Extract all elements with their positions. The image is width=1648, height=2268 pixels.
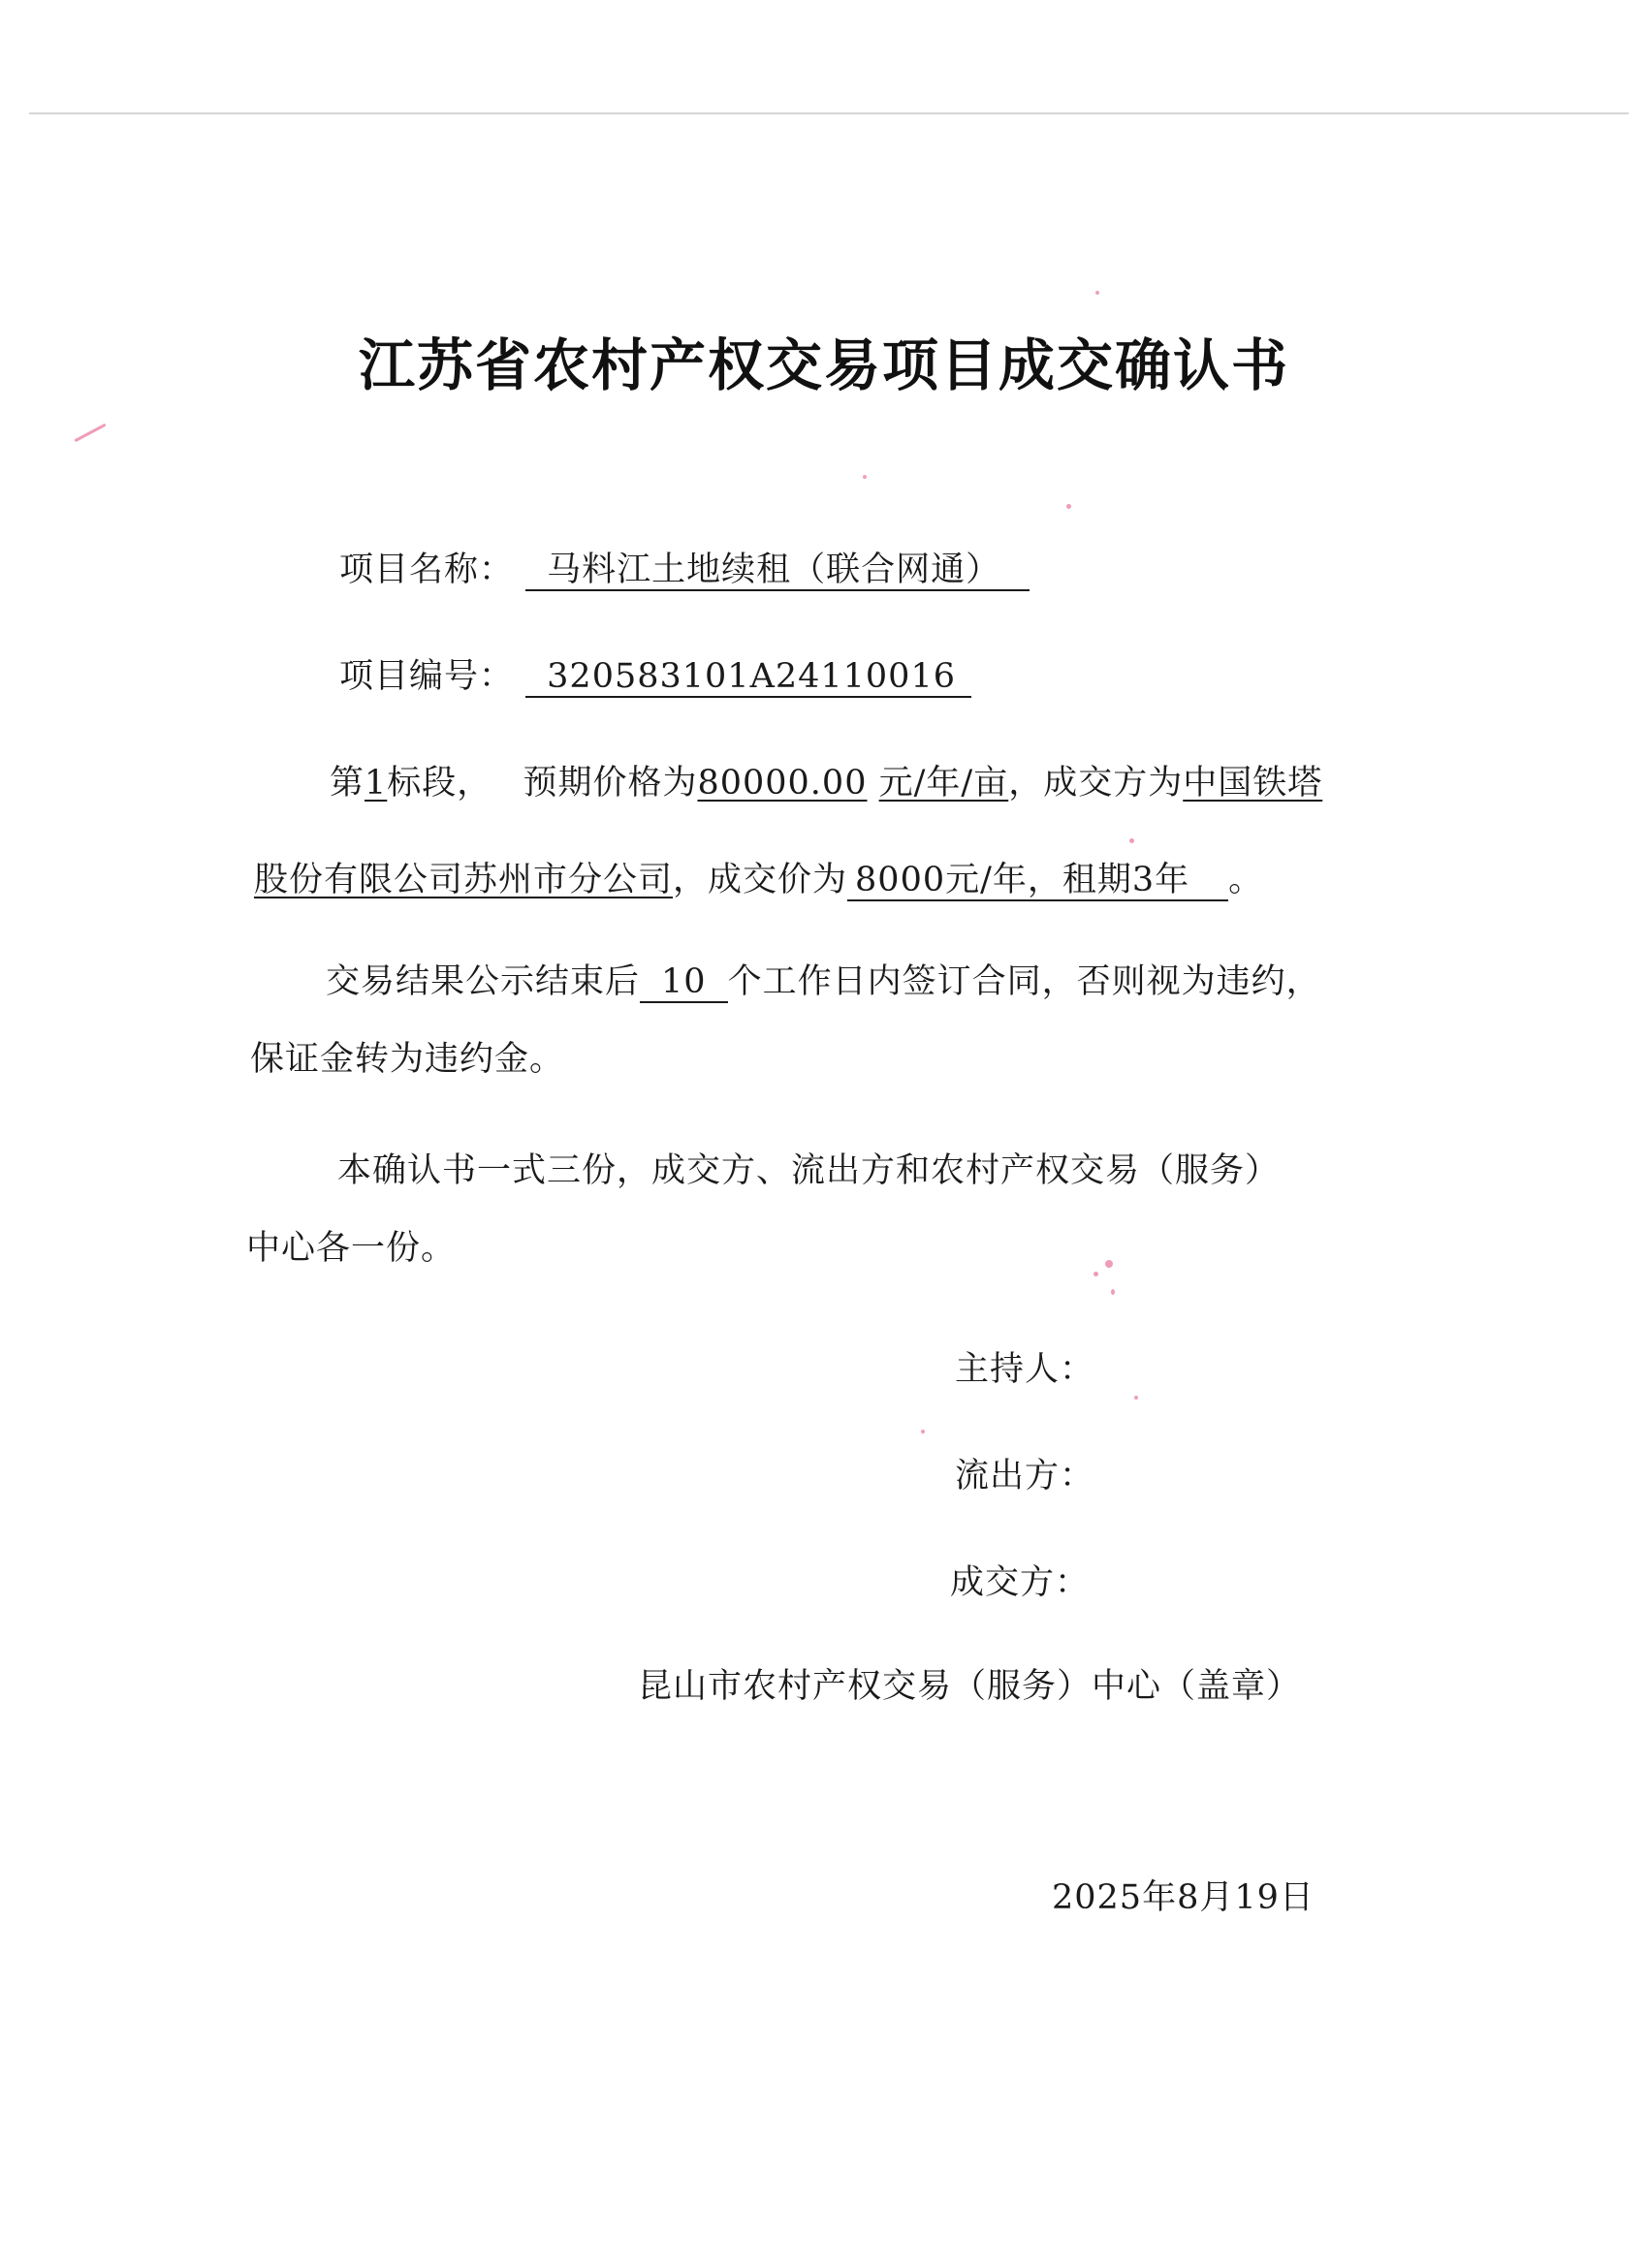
document-date: 2025年8月19日 <box>1052 1878 1315 1917</box>
deal-price-label: ，成交价为 <box>673 861 848 899</box>
section-line-2 <box>254 853 1263 901</box>
section-prefix: 第 <box>330 764 365 803</box>
center-seal-label: 昆山市农村产权交易（服务）中心（盖章） <box>638 1667 1302 1706</box>
winner-label: ，成交方为 <box>1008 764 1184 803</box>
deal-price: 8000元/年，租期3年 <box>847 861 1228 901</box>
project-no-row <box>339 649 971 698</box>
winner-part-2: 股份有限公司苏州市分公司 <box>254 861 674 899</box>
project-name-label: 项目名称： <box>339 551 515 589</box>
section-line-1 <box>330 756 1322 804</box>
scan-border-line <box>29 112 1629 114</box>
project-no-value: 320583101A24110016 <box>525 657 971 698</box>
expected-price-label: 预期价格为 <box>523 764 698 803</box>
contract-line-2: 保证金转为违约金。 <box>250 1040 565 1079</box>
buyer-signature-label: 成交方： <box>950 1563 1091 1602</box>
contract-prefix: 交易结果公示结束后 <box>326 962 641 1001</box>
expected-price-unit: 元/年/亩 <box>878 764 1009 803</box>
copies-line-2: 中心各一份。 <box>246 1229 457 1268</box>
host-signature-label: 主持人： <box>955 1350 1095 1389</box>
expected-price: 80000.00 <box>697 764 868 803</box>
section-suffix: 标段， <box>387 764 492 803</box>
project-name-row <box>339 543 1030 591</box>
winner-part-1: 中国铁塔 <box>1183 764 1323 803</box>
contract-days: 10 <box>640 962 728 1003</box>
contract-line-1 <box>326 955 1321 1003</box>
copies-line-1: 本确认书一式三份，成交方、流出方和农村产权交易（服务） <box>337 1151 1281 1190</box>
section-end: 。 <box>1228 861 1264 899</box>
transferor-signature-label: 流出方： <box>955 1457 1095 1496</box>
project-no-label: 项目编号： <box>339 657 515 696</box>
project-name-value: 马料江土地续租（联合网通） <box>525 551 1030 591</box>
contract-suffix: 个工作日内签订合同，否则视为违约， <box>727 962 1321 1001</box>
section-number: 1 <box>364 764 388 803</box>
document-title: 江苏省农村产权交易项目成交确认书 <box>358 332 1289 398</box>
